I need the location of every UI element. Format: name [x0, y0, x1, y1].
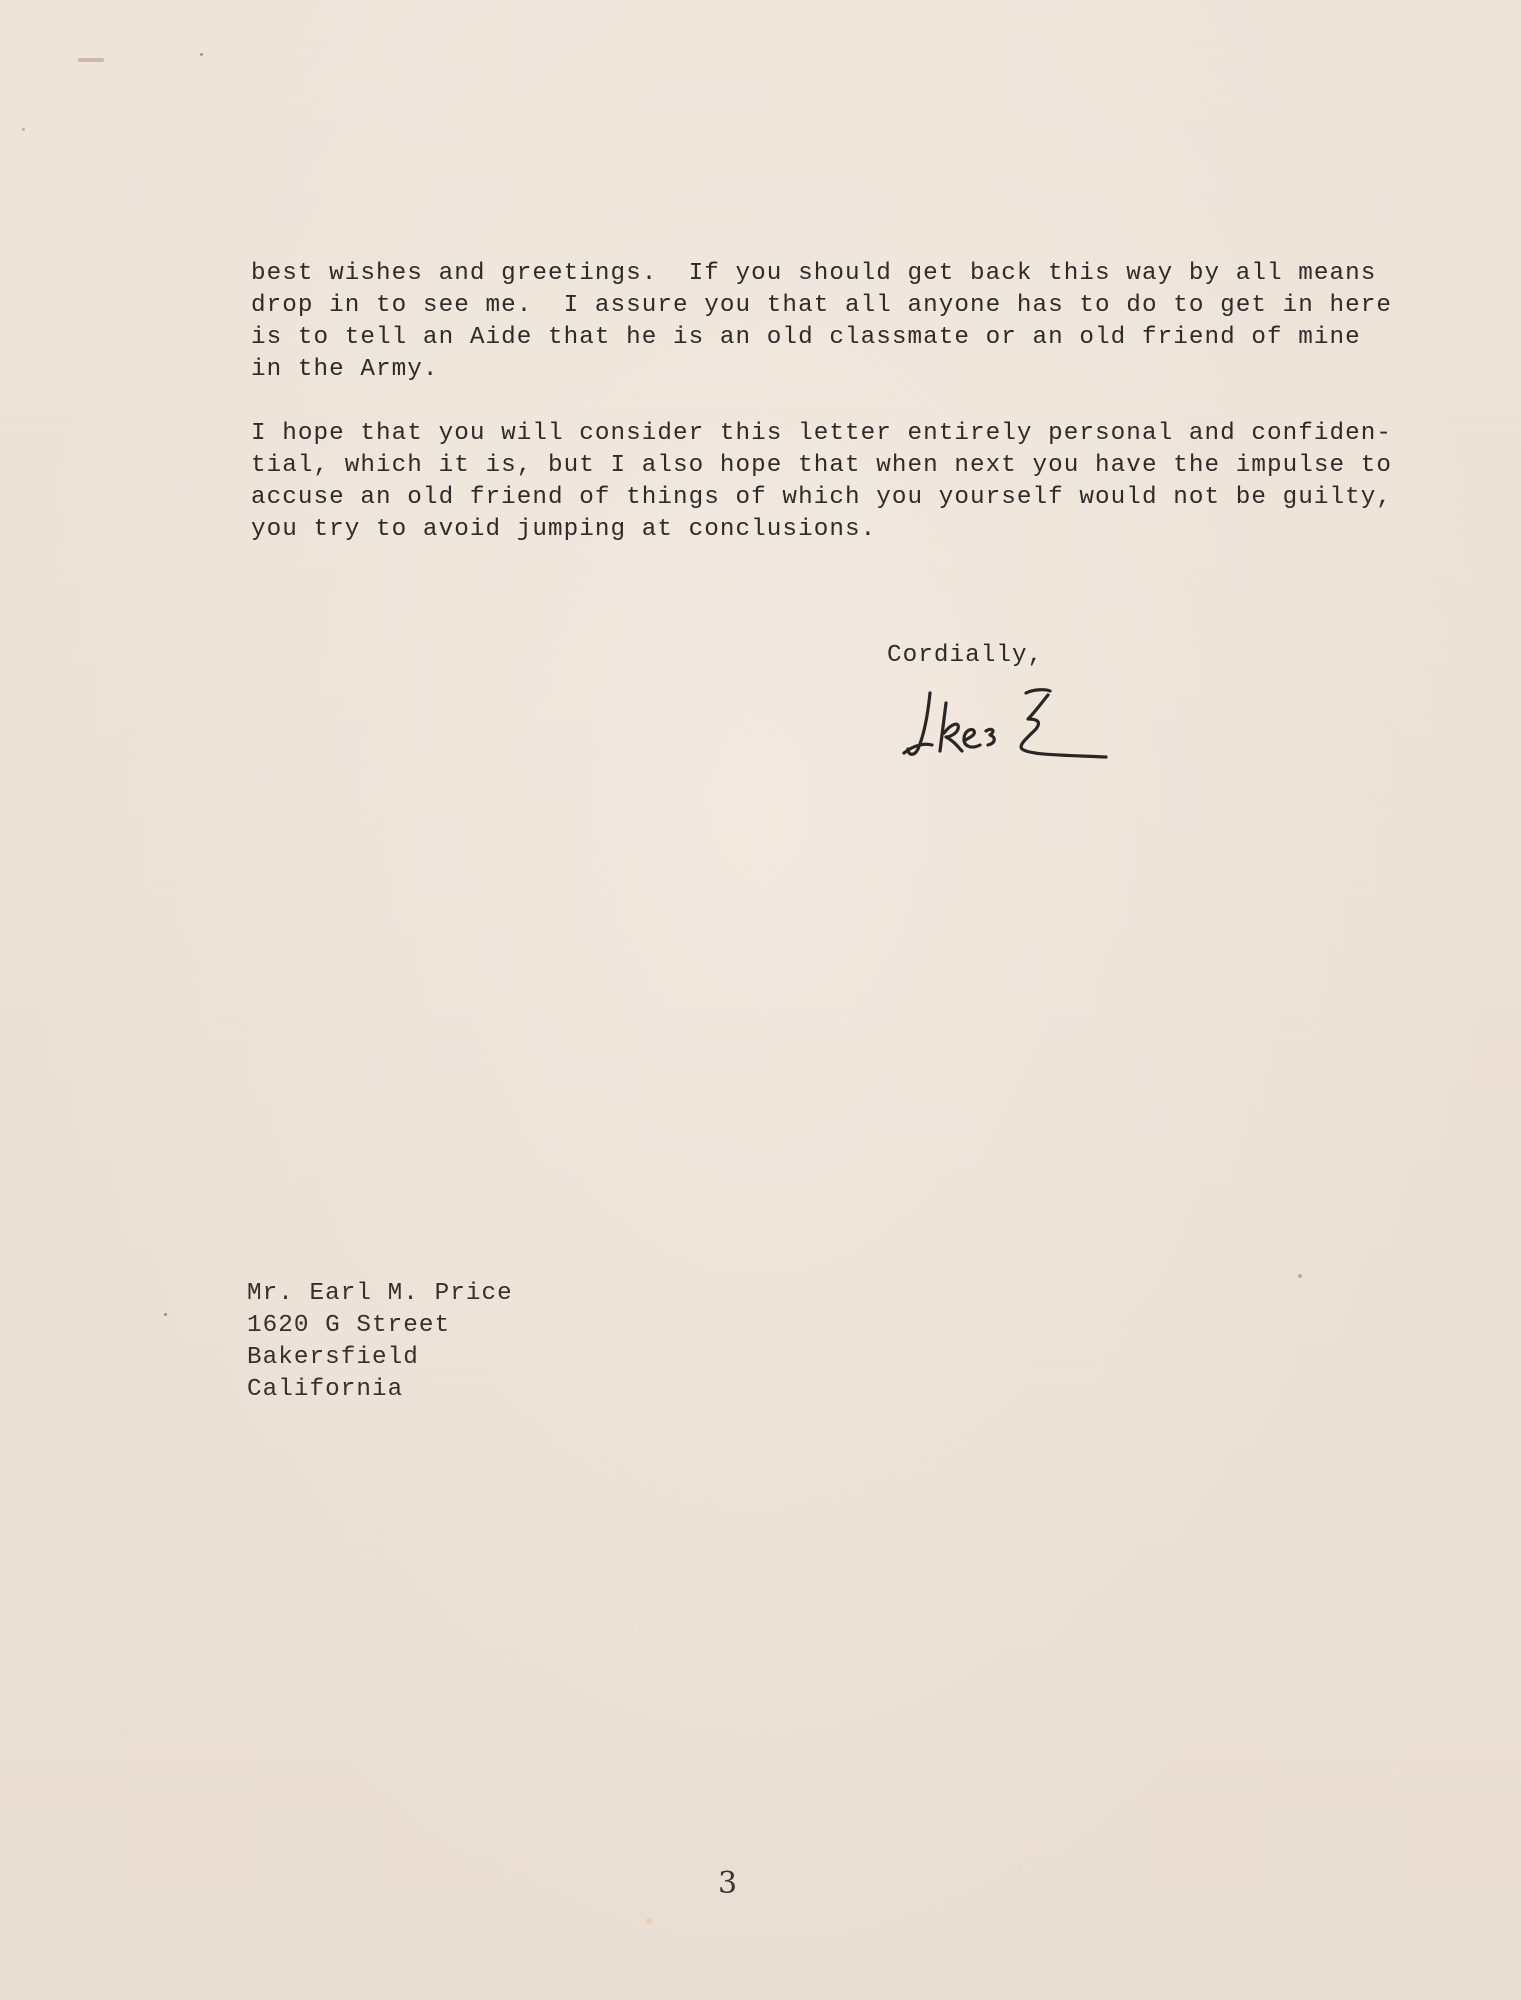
paper-mark	[200, 53, 203, 56]
paper-mark	[164, 1313, 167, 1316]
handwritten-signature	[900, 685, 1120, 780]
paper-mark	[22, 128, 25, 131]
page-number: 3	[718, 1866, 738, 1901]
recipient-name: Mr. Earl M. Price	[247, 1280, 513, 1307]
text-line: in the Army.	[251, 356, 439, 383]
recipient-street: 1620 G Street	[247, 1312, 451, 1339]
body-paragraph-1	[251, 258, 1392, 386]
text-line: accuse an old friend of things of which you yourself would not be guilty,	[251, 484, 1393, 511]
text-line: best wishes and greetings. If you should get back this way by all means	[251, 260, 1377, 287]
recipient-city: Bakersfield	[247, 1344, 419, 1371]
closing-salutation: Cordially,	[887, 642, 1044, 669]
body-paragraph-2	[251, 418, 1392, 546]
recipient-address	[247, 1278, 513, 1406]
paper-mark	[1298, 1274, 1302, 1278]
paper-mark	[646, 1918, 652, 1924]
text-line: tial, which it is, but I also hope that when next you have the impulse to	[251, 452, 1393, 479]
text-line: I hope that you will consider this letter entirely personal and confiden-	[251, 420, 1393, 447]
recipient-state: California	[247, 1376, 404, 1403]
text-line: you try to avoid jumping at conclusions.	[251, 516, 877, 543]
paper-mark	[78, 58, 104, 62]
text-line: is to tell an Aide that he is an old classmate or an old friend of mine	[251, 324, 1361, 351]
text-line: drop in to see me. I assure you that all anyone has to do to get in here	[251, 292, 1393, 319]
